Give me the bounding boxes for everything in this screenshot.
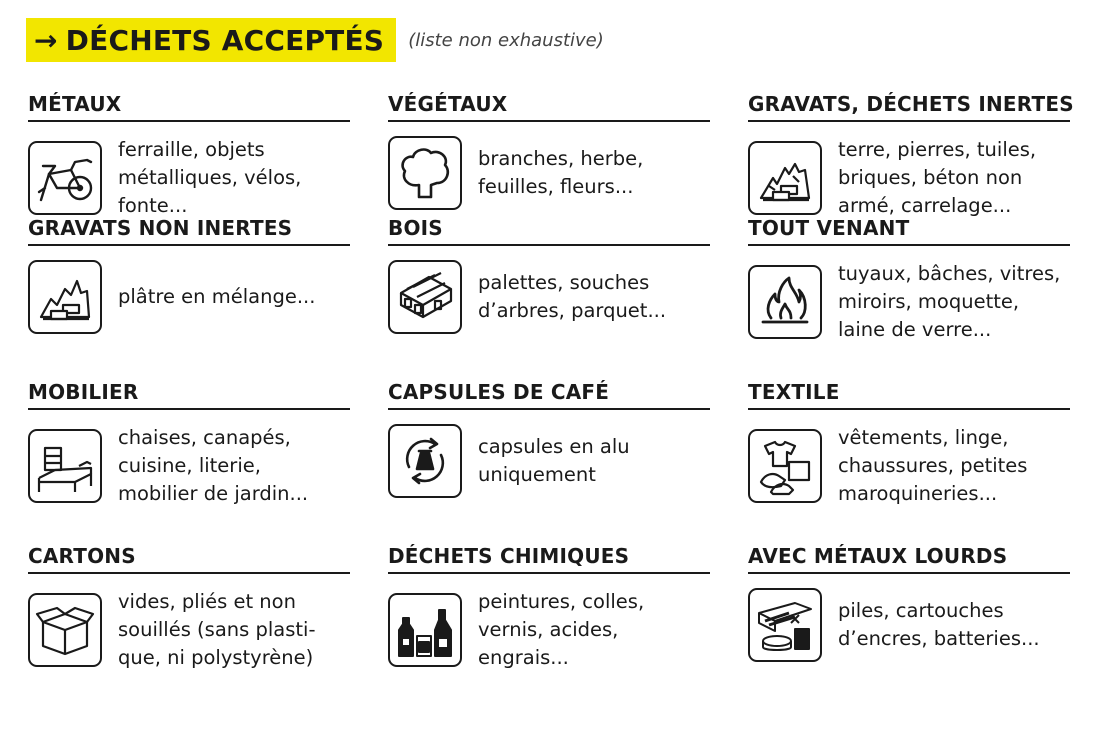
category-description: branches, herbe, feuilles, fleurs... <box>478 147 644 198</box>
clothes-shoes-icon <box>748 429 822 503</box>
category-description: palettes, souches d’arbres, parquet... <box>478 271 667 322</box>
tree-icon <box>388 136 462 210</box>
category-title: MOBILIER <box>28 380 350 410</box>
category-mobilier <box>28 380 350 544</box>
category-title: AVEC MÉTAUX LOURDS <box>748 544 1070 574</box>
category-title: DÉCHETS CHIMIQUES <box>388 544 710 574</box>
category-title: BOIS <box>388 216 710 246</box>
category-cartons <box>28 544 350 704</box>
category-metaux <box>28 92 350 216</box>
category-metaux-lourds <box>748 544 1070 704</box>
bicycle-icon <box>28 141 102 215</box>
rubble-icon <box>28 260 102 334</box>
category-title: VÉGÉTAUX <box>388 92 710 122</box>
category-title: GRAVATS, DÉCHETS INERTES <box>748 92 1070 122</box>
category-dechets-chimiques <box>388 544 710 704</box>
rubble-icon <box>748 141 822 215</box>
category-description: terre, pierres, tuiles, briques, béton non armé, carrelage... <box>838 138 1037 217</box>
category-title: TEXTILE <box>748 380 1070 410</box>
page-subtitle: (liste non exhaustive) <box>408 29 604 51</box>
cardboard-box-icon <box>28 593 102 667</box>
category-gravats-inertes <box>748 92 1074 217</box>
category-vegetaux <box>388 92 710 216</box>
category-bois <box>388 216 710 380</box>
category-textile <box>748 380 1070 544</box>
category-description: peintures, colles, vernis, acides, engrais... <box>478 590 645 669</box>
arrow-right-icon: → <box>34 23 58 57</box>
pallet-icon <box>388 260 462 334</box>
category-gravats-non-inertes <box>28 216 350 380</box>
batteries-icon <box>748 588 822 662</box>
chemical-bottles-icon <box>388 593 462 667</box>
categories-grid <box>28 92 1072 704</box>
category-title: GRAVATS NON INERTES <box>28 216 350 246</box>
category-title: TOUT VENANT <box>748 216 1070 246</box>
category-description: capsules en alu uniquement <box>478 435 630 486</box>
category-description: ferraille, objets métalliques, vélos, fonte... <box>118 138 302 217</box>
category-title: MÉTAUX <box>28 92 350 122</box>
header-highlight <box>26 18 396 62</box>
category-title: CAPSULES DE CAFÉ <box>388 380 710 410</box>
category-description: plâtre en mélange... <box>118 285 316 308</box>
category-description: vêtements, linge, chaussures, petites maroquineries... <box>838 426 1028 505</box>
category-capsules-cafe <box>388 380 710 544</box>
category-title: CARTONS <box>28 544 350 574</box>
category-description: piles, cartouches d’encres, batteries... <box>838 599 1040 650</box>
bed-icon <box>28 429 102 503</box>
flame-icon <box>748 265 822 339</box>
category-tout-venant <box>748 216 1070 380</box>
page-header <box>26 18 604 62</box>
category-description: tuyaux, bâches, vitres, miroirs, moquette, laine de verre... <box>838 262 1061 341</box>
category-description: vides, pliés et non souillés (sans plasti- que, ni polystyrène) <box>118 590 316 669</box>
page-title: DÉCHETS ACCEPTÉS <box>65 23 385 57</box>
category-description: chaises, canapés, cuisine, literie, mobilier de jardin... <box>118 426 309 505</box>
coffee-capsule-recycle-icon <box>388 424 462 498</box>
